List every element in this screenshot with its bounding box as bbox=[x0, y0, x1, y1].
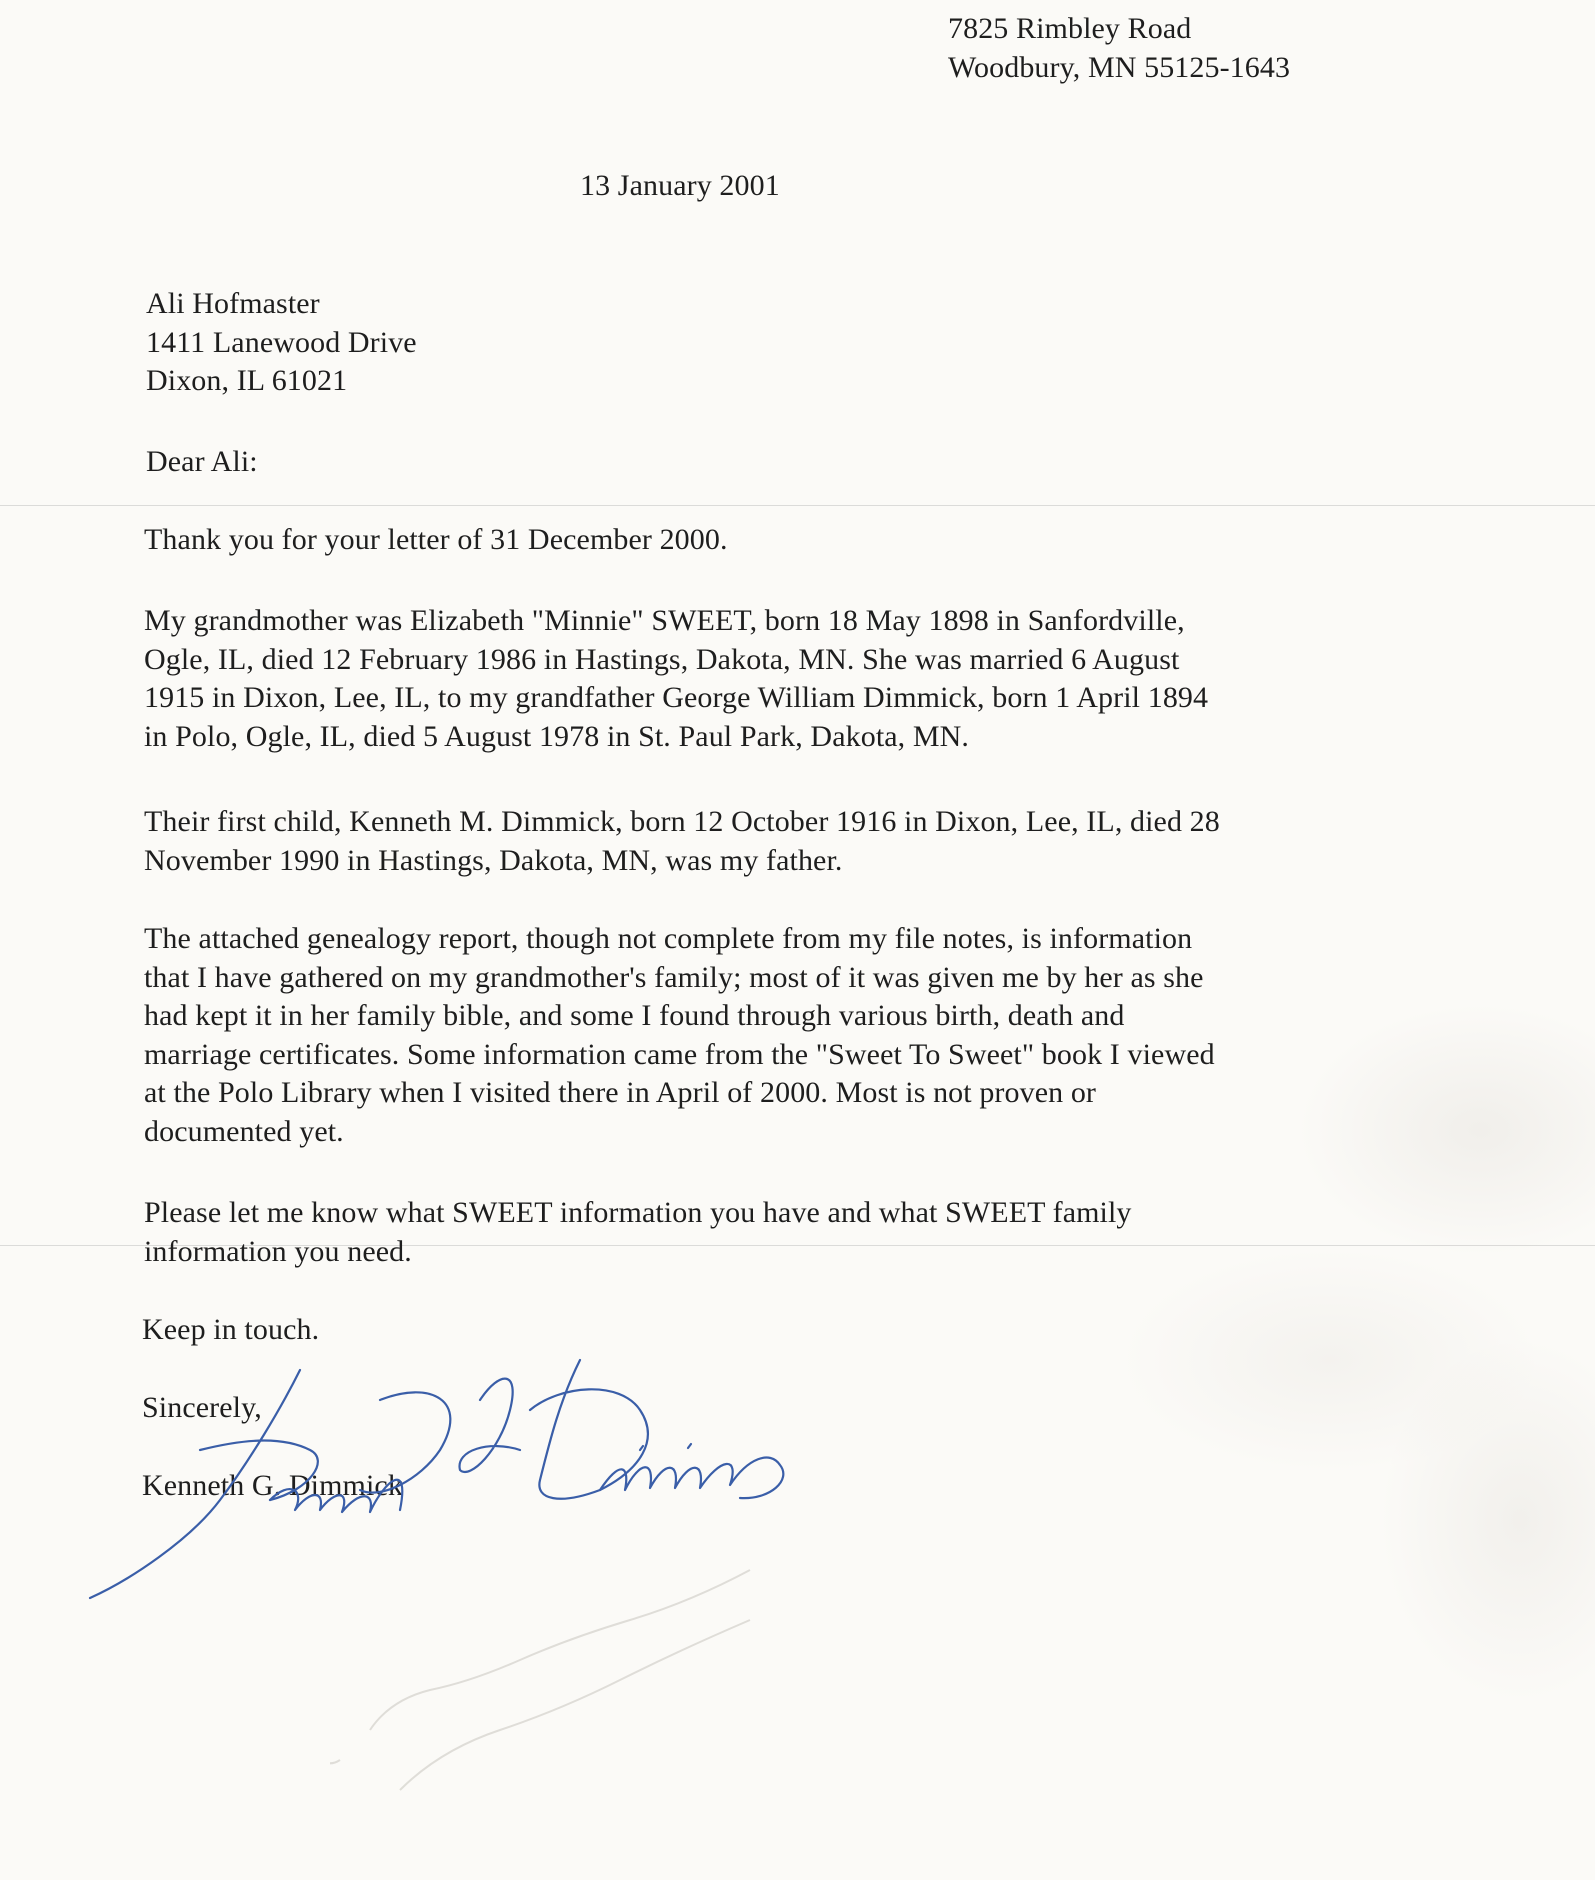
paragraph-line: The attached genealogy report, though not complete from my file notes, is information bbox=[144, 922, 1193, 955]
recipient-city-line: Dixon, IL 61021 bbox=[146, 364, 348, 397]
paragraph-line: marriage certificates. Some information came from the "Sweet To Sweet" book I viewed bbox=[144, 1037, 1215, 1071]
paragraph-line: that I have gathered on my grandmother's family; most of it was given me by her as she bbox=[144, 960, 1204, 994]
paragraph-line: My grandmother was Elizabeth "Minnie" SWEET, born 18 May 1898 in Sanfordville, bbox=[144, 604, 1185, 637]
signer-text: Kenneth G. Dimmick bbox=[142, 1469, 403, 1502]
paragraph-genealogy-report bbox=[144, 920, 1364, 1151]
paragraph-line: documented yet. bbox=[144, 1114, 344, 1148]
paragraph-thanks bbox=[144, 521, 1364, 560]
paragraph-request bbox=[144, 1194, 1364, 1271]
paragraph-line: Ogle, IL, died 12 February 1986 in Hastings, Dakota, MN. She was married 6 August bbox=[144, 642, 1180, 676]
closing-line: Keep in touch. bbox=[142, 1313, 320, 1346]
paragraph-line: information you need. bbox=[144, 1234, 412, 1268]
letter-date bbox=[580, 167, 780, 206]
salutation bbox=[146, 443, 258, 482]
paragraph-line: Their first child, Kenneth M. Dimmick, born 12 October 1916 in Dixon, Lee, IL, died 28 bbox=[144, 805, 1220, 838]
paragraph-line: in Polo, Ogle, IL, died 5 August 1978 in St. Paul Park, Dakota, MN. bbox=[144, 719, 970, 753]
sender-city-line: Woodbury, MN 55125-1643 bbox=[948, 50, 1291, 84]
paragraph-line: Please let me know what SWEET information you have and what SWEET family bbox=[144, 1196, 1132, 1229]
paragraph-line: at the Polo Library when I visited there in April of 2000. Most is not proven or bbox=[144, 1076, 1097, 1109]
paragraph-father bbox=[144, 803, 1364, 880]
paper-fold-line bbox=[0, 505, 1595, 506]
sender-street: 7825 Rimbley Road bbox=[948, 12, 1192, 45]
recipient-street: 1411 Lanewood Drive bbox=[146, 325, 417, 359]
paragraph-line: 1915 in Dixon, Lee, IL, to my grandfather George William Dimmick, born 1 April 1894 bbox=[144, 681, 1209, 714]
paragraph-line: November 1990 in Hastings, Dakota, MN, was my father. bbox=[144, 843, 843, 877]
recipient-name: Ali Hofmaster bbox=[146, 287, 320, 320]
paragraph-line: had kept it in her family bible, and some I found through various birth, death and bbox=[144, 999, 1125, 1032]
handwritten-signature bbox=[80, 1340, 820, 1600]
sender-address bbox=[948, 10, 1290, 87]
date-text: 13 January 2001 bbox=[580, 169, 780, 202]
closing-line: Sincerely, bbox=[142, 1391, 262, 1424]
paragraph-grandmother bbox=[144, 602, 1364, 756]
paragraph-line: Thank you for your letter of 31 December 2000. bbox=[144, 523, 728, 556]
recipient-address bbox=[146, 285, 417, 401]
salutation-text: Dear Ali: bbox=[146, 445, 258, 478]
